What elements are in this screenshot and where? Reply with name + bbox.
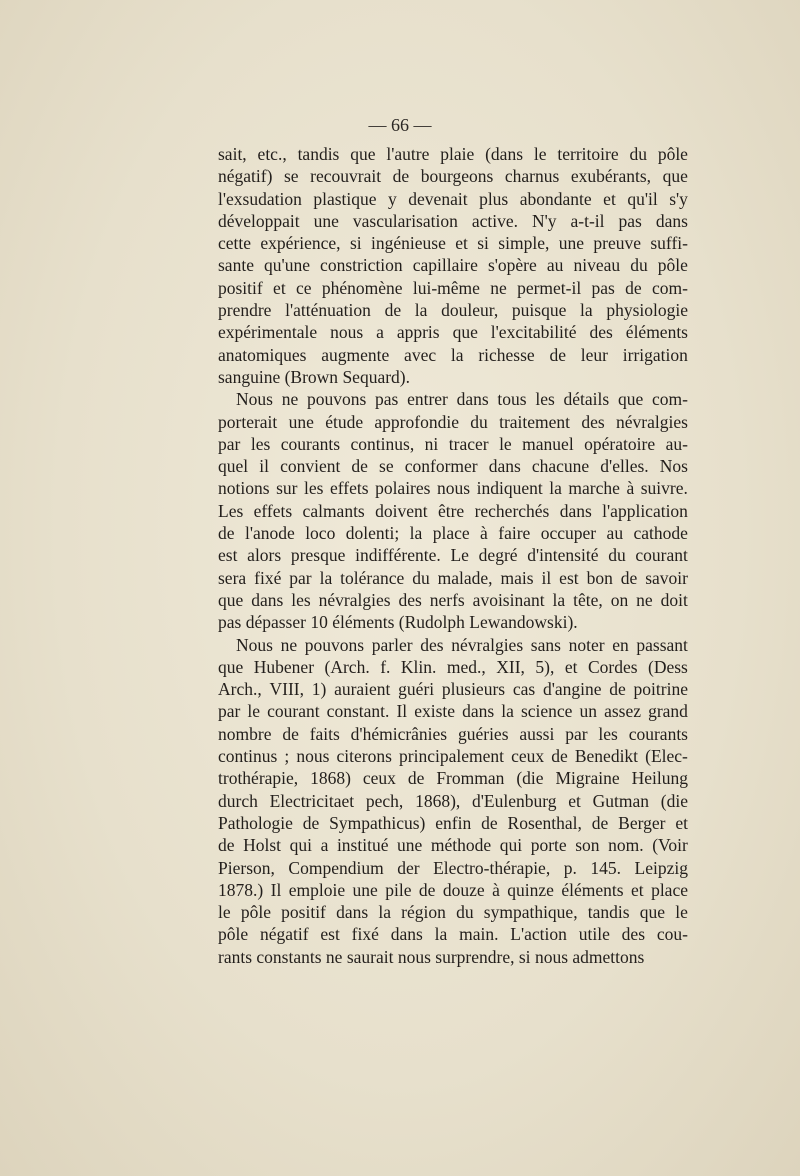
text-line: continus ; nous citerons principalement ceux de Benedikt (Elec- [218,746,688,767]
text-line: que dans les névralgies des nerfs avoisinant la tête, on ne doit [218,589,688,610]
text-line: sanguine (Brown Sequard). [218,366,410,387]
text-line: par le courant constant. Il existe dans la science un assez grand [218,701,688,722]
text-line: rants constants ne saurait nous surprendre, si nous admettons [218,946,645,967]
text-line: sera fixé par la tolérance du malade, mais il est bon de savoir [218,567,688,588]
text-line: prendre l'atténuation de la douleur, puisque la physiologie [218,300,688,321]
text-line: pas dépasser 10 éléments (Rudolph Lewandowski). [218,612,578,633]
text-line: nombre de faits d'hémicrânies guéries aussi par les courants [218,723,688,744]
text-line: que Hubener (Arch. f. Klin. med., XII, 5), et Cordes (Dess [218,656,688,677]
text-line: cette expérience, si ingénieuse et si simple, une preuve suffi- [218,233,688,254]
text-line: Nous ne pouvons pas entrer dans tous les détails que com- [236,389,688,410]
text-line: sait, etc., tandis que l'autre plaie (dans le territoire du pôle [218,144,688,164]
text-line: Pathologie de Sympathicus) enfin de Rosenthal, de Berger et [218,812,688,833]
text-line: notions sur les effets polaires nous indiquent la marche à suivre. [218,478,688,499]
text-line: développait une vascularisation active. N'y a-t-il pas dans [218,210,688,231]
text-line: de l'anode loco dolenti; la place à faire occuper au cathode [218,523,688,544]
page-number: — 66 — [368,115,432,135]
text-line: Arch., VIII, 1) auraient guéri plusieurs cas d'angine de poitrine [218,679,688,700]
text-line: l'exsudation plastique y devenait plus abondante et qu'il s'y [218,188,688,209]
text-line: expérimentale nous a appris que l'excitabilité des éléments [218,322,688,343]
text-line: par les courants continus, ni tracer le manuel opératoire au- [218,433,688,454]
text-line: pôle négatif est fixé dans la main. L'action utile des cou- [218,924,688,945]
text-line: Pierson, Compendium der Electro-thérapie, p. 145. Leipzig [218,857,688,878]
text-line: quel il convient de se conformer dans chacune d'elles. Nos [218,456,688,477]
text-line: positif et ce phénomène lui-même ne permet-il pas de com- [218,277,688,298]
text-line: sante qu'une constriction capillaire s'opère au niveau du pôle [218,255,688,276]
text-line: négatif) se recouvrait de bourgeons charnus exubérants, que [218,166,688,187]
text-line: trothérapie, 1868) ceux de Fromman (die Migraine Heilung [218,768,688,789]
body-text [218,143,688,968]
text-line: Les effets calmants doivent être recherchés dans l'application [218,500,688,521]
text-line: de Holst qui a institué une méthode qui porte son nom. (Voir [218,835,688,856]
text-line: porterait une étude approfondie du traitement des névralgies [218,411,688,432]
text-line: le pôle positif dans la région du sympathique, tandis que le [218,902,688,923]
text-line: 1878.) Il emploie une pile de douze à quinze éléments et place [218,879,688,900]
text-line: durch Electricitaet pech, 1868), d'Eulenburg et Gutman (die [218,790,688,811]
text-line: est alors presque indifférente. Le degré d'intensité du courant [218,545,688,566]
text-line: Nous ne pouvons parler des névralgies sans noter en passant [236,634,688,655]
text-line: anatomiques augmente avec la richesse de leur irrigation [218,344,688,365]
